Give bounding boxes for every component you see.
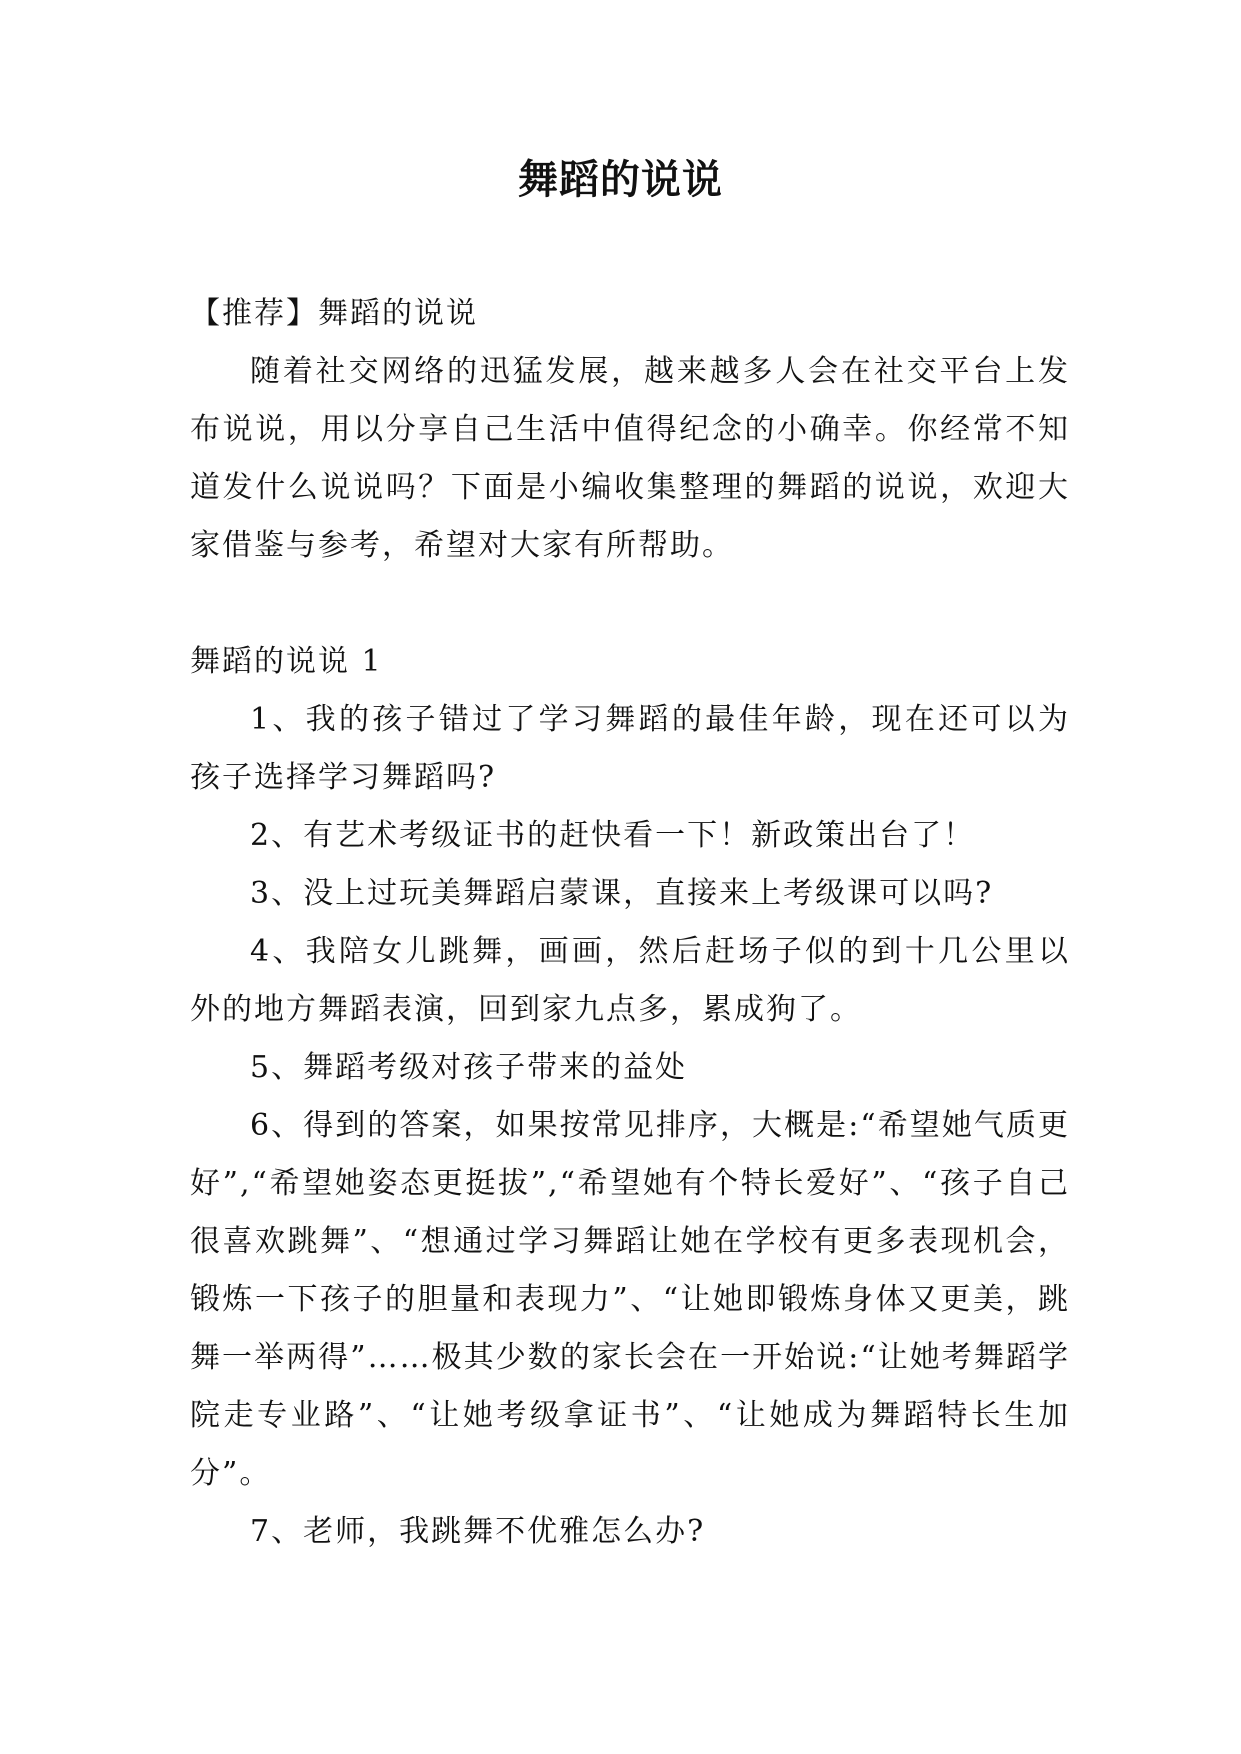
list-item: 7、老师，我跳舞不优雅怎么办? <box>250 1514 706 1549</box>
list-item: 3、没上过玩美舞蹈启蒙课，直接来上考级课可以吗? <box>250 876 994 911</box>
document-body <box>190 285 1070 1561</box>
intro-paragraph: 随着社交网络的迅猛发展，越来越多人会在社交平台上发布说说，用以分享自己生活中值得纪念的小确幸。你经常不知道发什么说说吗？下面是小编收集整理的舞蹈的说说，欢迎大家借鉴与参考，希望对大家有所帮助。 <box>190 354 1070 563</box>
list-item: 5、舞蹈考级对孩子带来的益处 <box>250 1050 688 1085</box>
list-item: 6、得到的答案，如果按常见排序，大概是:“希望她气质更好”,“希望她姿态更挺拔”,“希望她有个特长爱好”、“孩子自己很喜欢跳舞”、“想通过学习舞蹈让她在学校有更多表现机会，锻炼一下孩子的胆量和表现力”、“让她即锻炼身体又更美，跳舞一举两得”……极其少数的家长会在一开始说:“让她考舞蹈学院走专业路”、“让她考级拿证书”、“让她成为舞蹈特长生加分”。 <box>190 1108 1070 1491</box>
paragraph-gap <box>190 575 1070 633</box>
list-item: 4、我陪女儿跳舞，画画，然后赶场子似的到十几公里以外的地方舞蹈表演，回到家九点多，累成狗了。 <box>190 934 1070 1027</box>
list-item: 1、我的孩子错过了学习舞蹈的最佳年龄，现在还可以为孩子选择学习舞蹈吗? <box>190 702 1070 795</box>
section-heading: 舞蹈的说说 1 <box>190 644 383 679</box>
list-item: 2、有艺术考级证书的赶快看一下！新政策出台了！ <box>250 818 976 853</box>
document-title: 舞蹈的说说 <box>518 156 723 203</box>
tag-line: 【推荐】舞蹈的说说 <box>190 296 478 331</box>
